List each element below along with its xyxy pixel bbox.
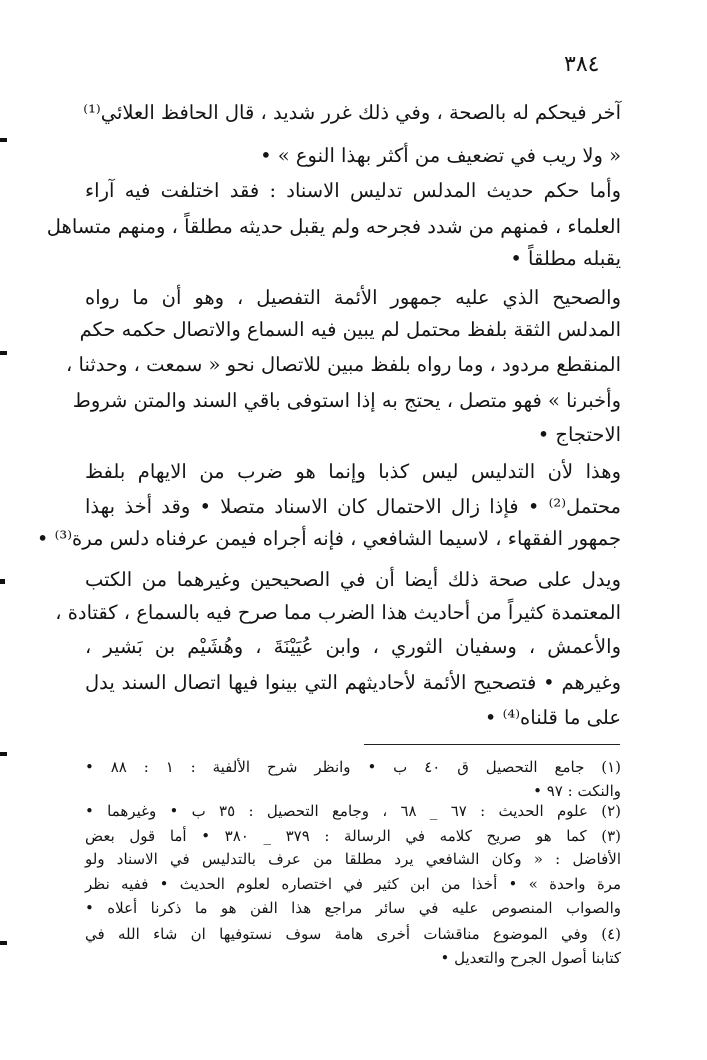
body-line: ويدل على صحة ذلك أيضا أن في الصحيحين وغيرهما من الكتب: [85, 568, 621, 591]
body-line: المدلس الثقة بلفظ محتمل لم يبين فيه السماع والاتصال حكمه حكم: [79, 318, 621, 341]
body-line: على ما قلناه⁽⁴⁾ •: [484, 706, 621, 729]
body-line: المنقطع مردود ، وما رواه بلفظ مبين للاتصال نحو « سمعت ، وحدثنا ،: [66, 353, 621, 376]
footnote-line: (٣) كما هو صريح كلامه في الرسالة : ٣٧٩ _ ٣٨٠ • أما قول بعض: [85, 827, 621, 845]
body-line: جمهور الفقهاء ، لاسيما الشافعي ، فإنه أجراه فيمن عرفناه دلس مرة⁽³⁾ •: [36, 527, 621, 550]
body-line: وغيرهم • فتصحيح الأئمة لأحاديثهم التي بينوا فيها اتصال السند يدل: [85, 671, 621, 694]
body-line: المعتمدة كثيراً من أحاديث هذا الضرب مما صرح فيه بالسماع ، كقتادة ،: [55, 601, 621, 624]
footnote-line: (١) جامع التحصيل ق ٤٠ ب • وانظر شرح الألفية : ١ : ٨٨ •: [85, 758, 622, 776]
body-line: الاحتجاج •: [537, 423, 621, 446]
body-line: آخر فيحكم له بالصحة ، وفي ذلك غرر شديد ، قال الحافظ العلائي⁽¹⁾: [83, 101, 621, 124]
body-line: والصحيح الذي عليه جمهور الأئمة التفصيل ، وهو أن ما رواه: [85, 286, 621, 309]
body-line: وهذا لأن التدليس ليس كذبا وإنما هو ضرب من الايهام بلفظ: [85, 460, 621, 483]
body-line: محتمل⁽²⁾ • فإذا زال الاحتمال كان الاسناد متصلا • وقد أخذ بهذا: [85, 495, 621, 518]
footnote-line: (٢) علوم الحديث : ٦٧ _ ٦٨ ، وجامع التحصيل : ٣٥ ب • وغيرهما •: [85, 802, 621, 820]
body-line: والأعمش ، وسفيان الثوري ، وابن عُيَيْنَةَ ، وهُشَيْم بن بَشير ،: [85, 635, 621, 658]
footnote-line: (٤) وفي الموضوع مناقشات أخرى هامة سوف نستوفيها ان شاء الله في: [85, 925, 621, 943]
footnote-line: كتابنا أصول الجرح والتعديل •: [440, 949, 621, 967]
footnote-line: والصواب المنصوص عليه في سائر مراجع هذا الفن هو ما ذكرنا أعلاه •: [85, 899, 621, 917]
footnote-line: مرة واحدة » • أخذا من ابن كثير في اختصاره لعلوم الحديث • ففيه نظر: [85, 875, 621, 893]
footnote-separator: [364, 744, 620, 745]
body-line: وأخبرنا » فهو متصل ، يحتج به إذا استوفى باقي السند والمتن شروط: [72, 389, 621, 412]
footnote-line: الأفاضل : « وكان الشافعي يرد مطلقا من عرف بالتدليس في الاسناد ولو: [85, 850, 621, 868]
body-line: وأما حكم حديث المدلس تدليس الاسناد : فقد اختلفت فيه آراء: [85, 179, 621, 202]
body-line: يقبله مطلقاً •: [510, 247, 621, 270]
binding-mark: [0, 752, 7, 756]
body-line: « ولا ريب في تضعيف من أكثر بهذا النوع » •: [260, 144, 621, 167]
binding-mark: [0, 138, 7, 142]
binding-mark: [0, 579, 5, 584]
binding-mark: [0, 351, 7, 355]
binding-mark: [0, 941, 7, 945]
page-number: ٣٨٤: [564, 52, 600, 77]
footnote-line: والنكت : ٩٧ •: [533, 782, 621, 800]
body-line: العلماء ، فمنهم من شدد فجرحه ولم يقبل حديثه مطلقاً ، ومنهم متساهل: [46, 215, 621, 238]
